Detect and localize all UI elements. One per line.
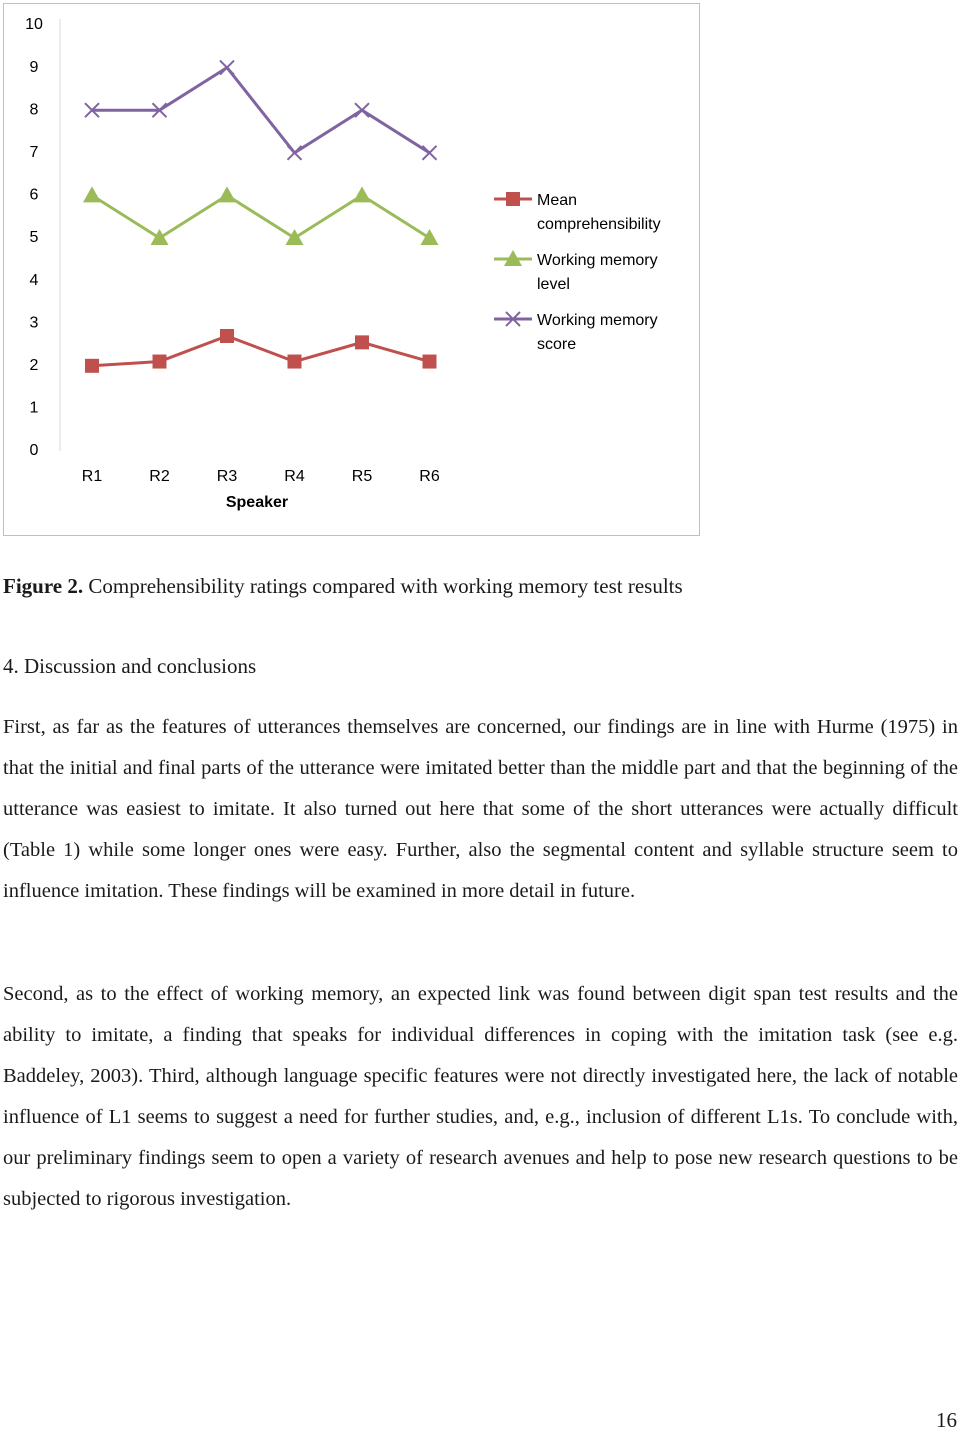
legend-label: comprehensibility: [537, 216, 661, 234]
x-tick-label: R3: [216, 468, 238, 486]
data-point-working-memory-level: [353, 186, 371, 202]
page-number: 16: [936, 1408, 957, 1432]
data-point-working-memory-level: [218, 186, 236, 202]
figure-caption: [3, 574, 683, 599]
x-axis-title: Speaker: [225, 494, 289, 512]
y-tick-label: 1: [29, 399, 39, 417]
y-tick-label: 9: [29, 58, 39, 76]
series-line-working-memory-level: [92, 195, 430, 238]
y-tick-label: 3: [29, 314, 39, 332]
data-point-mean-comprehensibility: [85, 359, 99, 373]
series-line-mean-comprehensibility: [92, 336, 430, 366]
figure-label: Figure 2.: [3, 574, 84, 598]
y-tick-label: 10: [25, 16, 43, 34]
data-point-working-memory-score: [288, 146, 302, 160]
section-heading: 4. Discussion and conclusions: [3, 654, 257, 678]
x-tick-label: R6: [419, 468, 440, 486]
y-tick-label: 7: [29, 144, 39, 162]
y-tick-label: 5: [29, 229, 39, 247]
data-point-working-memory-level: [421, 229, 439, 245]
data-point-working-memory-score: [355, 103, 369, 117]
x-tick-label: R2: [149, 468, 170, 486]
y-tick-label: 8: [29, 101, 39, 119]
data-point-working-memory-level: [151, 229, 169, 245]
y-tick-label: 4: [29, 271, 39, 289]
data-point-mean-comprehensibility: [355, 335, 369, 349]
legend-label: level: [537, 276, 570, 294]
figure-caption-text: Comprehensibility ratings compared with working memory test results: [83, 574, 683, 598]
data-point-mean-comprehensibility: [423, 355, 437, 369]
legend-label: score: [537, 336, 577, 354]
data-point-working-memory-level: [286, 229, 304, 245]
legend-marker-mean-comprehensibility: [506, 192, 520, 206]
body-paragraph: Second, as to the effect of working memory, an expected link was found between digit span test results and the ability to imitate, a finding that speaks for individual differences in coping with the imitation task (see e.g. Baddeley, 2003). Third, although language specific features were not directly investigated here, the lack of notable influence of L1 seems to suggest a need for further studies, and, e.g., inclusion of different L1s. To conclude with, our preliminary findings seem to open a variety of research avenues and help to pose new research questions to be subjected to rigorous investigation.: [3, 983, 958, 1210]
chart-canvas: [4, 4, 701, 537]
y-tick-label: 2: [29, 357, 39, 375]
data-point-mean-comprehensibility: [288, 355, 302, 369]
y-tick-label: 6: [29, 186, 39, 204]
line-chart: [3, 3, 700, 536]
data-point-mean-comprehensibility: [220, 329, 234, 343]
x-tick-label: R4: [284, 468, 305, 486]
data-point-working-memory-score: [423, 146, 437, 160]
data-point-mean-comprehensibility: [153, 355, 167, 369]
body-paragraph: First, as far as the features of utterances themselves are concerned, our findings are in line with Hurme (1975) in that the initial and final parts of the utterance were imitated better than the middle part and that the beginning of the utterance was easiest to imitate. It also turned out here that some of the short utterances were actually difficult (Table 1) while some longer ones were easy. Further, also the segmental content and syllable structure seem to influence imitation. These findings will be examined in more detail in future.: [3, 716, 958, 902]
series-line-working-memory-score: [92, 68, 430, 153]
legend-label: Working memory: [537, 252, 658, 270]
data-point-working-memory-score: [220, 61, 234, 75]
data-point-working-memory-level: [83, 186, 101, 202]
legend-label: Working memory: [537, 312, 658, 330]
y-tick-label: 0: [29, 442, 39, 460]
legend-label: Mean: [537, 192, 578, 210]
x-tick-label: R1: [81, 468, 103, 486]
x-tick-label: R5: [351, 468, 373, 486]
